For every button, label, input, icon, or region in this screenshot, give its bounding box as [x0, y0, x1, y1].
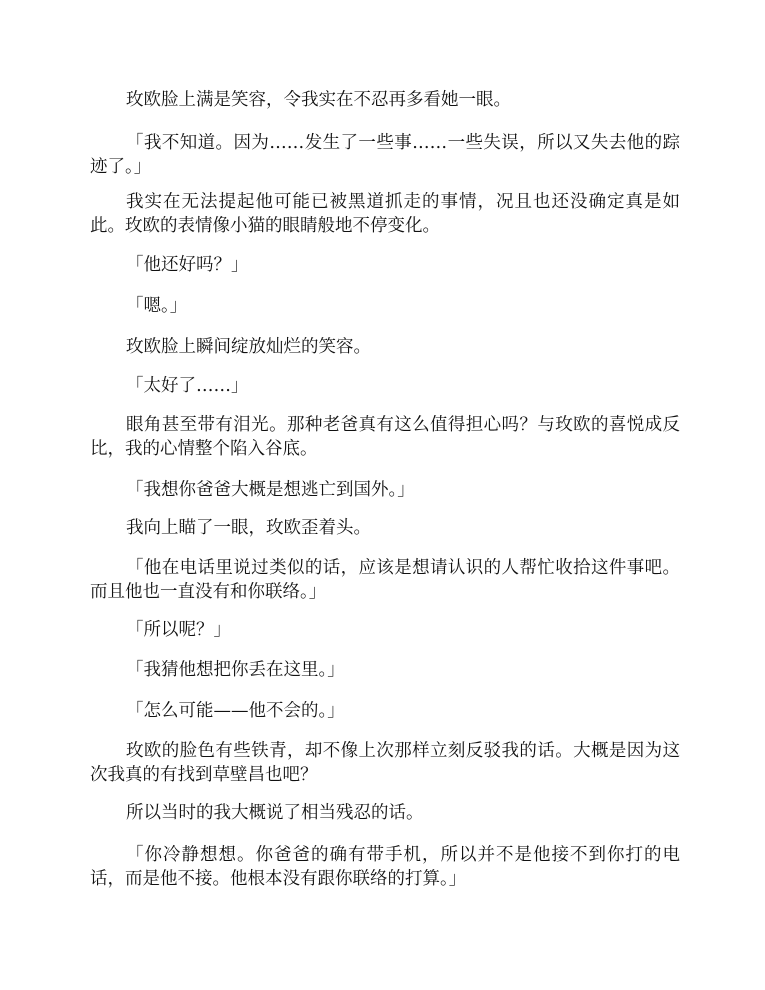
- paragraph-15: 玫欧的脸色有些铁青，却不像上次那样立刻反驳我的话。大概是因为这次我真的有找到草壁昌也吧？: [90, 741, 680, 785]
- paragraph-12: 「所以呢？」: [126, 620, 231, 640]
- paragraph-10: 我向上瞄了一眼，玫欧歪着头。: [126, 518, 371, 538]
- paragraph-4: 「他还好吗？」: [126, 255, 249, 275]
- paragraph-14: 「怎么可能——他不会的。」: [126, 701, 345, 721]
- paragraph-5: 「嗯。」: [126, 296, 188, 316]
- paragraph-6: 玫欧脸上瞬间绽放灿烂的笑容。: [126, 337, 371, 357]
- paragraph-8: 眼角甚至带有泪光。那种老爸真有这么值得担心吗？与玫欧的喜悦成反比，我的心情整个陷入谷底。: [90, 415, 680, 459]
- paragraph-9: 「我想你爸爸大概是想逃亡到国外。」: [126, 480, 415, 500]
- paragraph-2: 「我不知道。因为……发生了一些事……一些失误，所以又失去他的踪迹了。」: [90, 133, 680, 177]
- paragraph-3: 我实在无法提起他可能已被黑道抓走的事情，况且也还没确定真是如此。玫欧的表情像小猫的眼睛般地不停变化。: [90, 192, 680, 236]
- paragraph-11: 「他在电话里说过类似的话，应该是想请认识的人帮忙收拾这件事吧。而且他也一直没有和你联络。」: [90, 558, 680, 602]
- paragraph-7: 「太好了……」: [126, 376, 249, 396]
- paragraph-17: 「你冷静想想。你爸爸的确有带手机，所以并不是他接不到你打的电话，而是他不接。他根本没有跟你联络的打算。」: [90, 845, 680, 889]
- paragraph-1: 玫欧脸上满是笑容，令我实在不忍再多看她一眼。: [126, 90, 511, 110]
- paragraph-16: 所以当时的我大概说了相当残忍的话。: [126, 803, 424, 823]
- paragraph-13: 「我猜他想把你丢在这里。」: [126, 660, 345, 680]
